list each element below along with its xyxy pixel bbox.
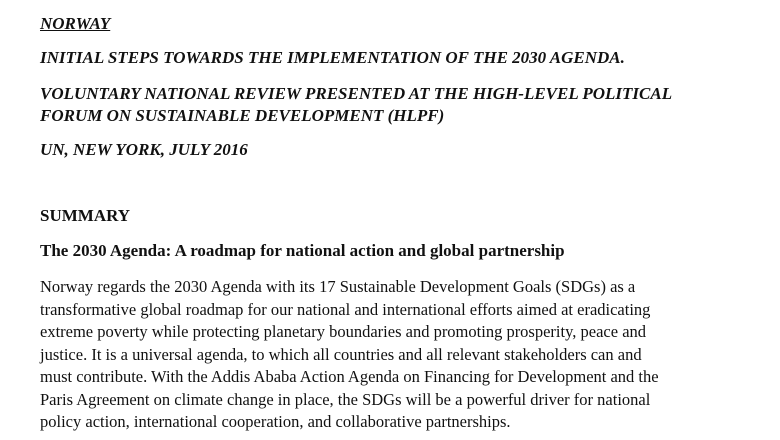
paragraph-line: policy action, international cooperation, and collaborative partnerships. (40, 412, 511, 431)
paragraph-line: Paris Agreement on climate change in place, the SDGs will be a powerful driver for national (40, 389, 651, 409)
paragraph-line: extreme poverty while protecting planetary boundaries and promoting prosperity, peace and (40, 322, 647, 341)
paragraph-line: transformative global roadmap for our national and international efforts aimed at eradicating (40, 299, 651, 319)
document-title-line-3: FORUM ON SUSTAINABLE DEVELOPMENT (HLPF) (40, 106, 445, 125)
summary-paragraph (40, 276, 780, 434)
summary-subheading: The 2030 Agenda: A roadmap for national action and global partnership (40, 241, 565, 260)
document-title-line-2: VOLUNTARY NATIONAL REVIEW PRESENTED AT THE HIGH-LEVEL POLITICAL (40, 84, 673, 103)
country-heading: NORWAY (40, 14, 111, 33)
venue-date-line: UN, NEW YORK, JULY 2016 (40, 140, 248, 159)
paragraph-line: Norway regards the 2030 Agenda with its 17 Sustainable Development Goals (SDGs) as a (40, 277, 636, 296)
document-title-line-1: INITIAL STEPS TOWARDS THE IMPLEMENTATION OF THE 2030 AGENDA. (40, 48, 625, 67)
summary-heading: SUMMARY (40, 206, 131, 225)
paragraph-line: justice. It is a universal agenda, to which all countries and all relevant stakeholders can and (40, 344, 642, 364)
paragraph-line: must contribute. With the Addis Ababa Action Agenda on Financing for Development and the (40, 367, 659, 386)
